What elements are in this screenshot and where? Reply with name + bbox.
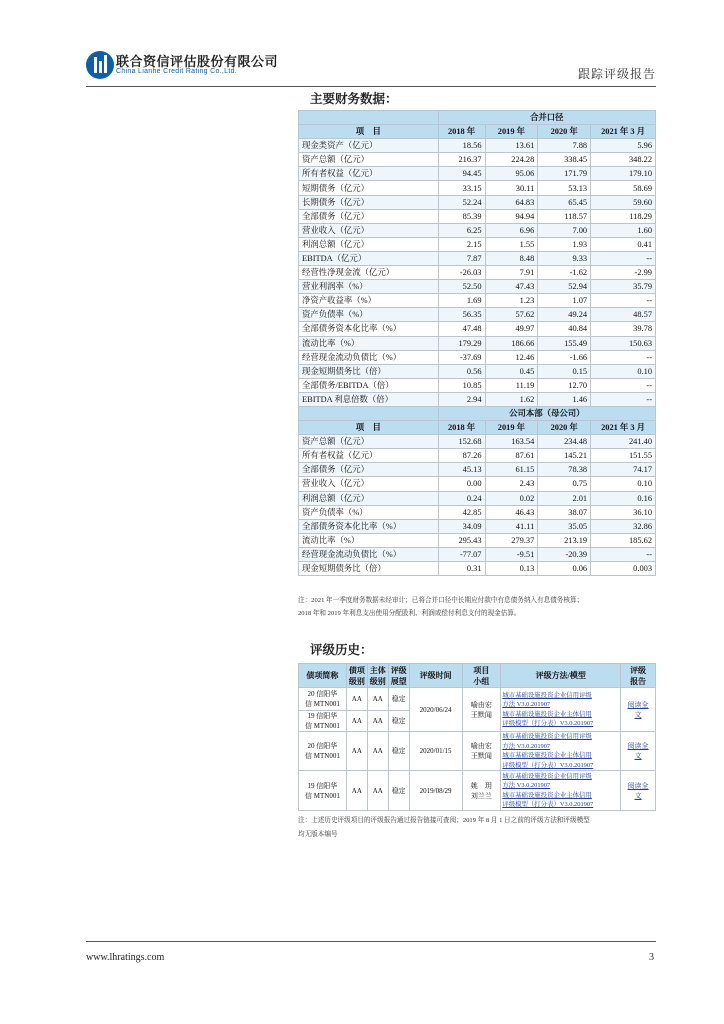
value-cell: 52.94 <box>538 280 591 294</box>
value-cell: 85.39 <box>438 209 485 223</box>
report-type-title: 跟踪评级报告 <box>577 67 656 81</box>
history-header-row <box>299 664 656 688</box>
outlook-cell: 稳定 <box>388 771 409 811</box>
read-full-report-link[interactable]: 阅读全 文 <box>621 771 656 811</box>
item-label-cell: EBITDA 利息倍数（倍） <box>299 392 439 406</box>
method-link[interactable]: 方法 V3.0.201907 <box>502 701 551 708</box>
value-cell: -- <box>591 350 656 364</box>
method-link[interactable]: 方法 V3.0.201907 <box>502 742 551 750</box>
financials-section-title: 主要财务数据： <box>310 92 398 106</box>
value-cell: 0.24 <box>438 491 485 505</box>
value-cell: -77.07 <box>438 547 485 561</box>
issue-rating-cell: AA <box>346 688 367 711</box>
value-cell: 59.60 <box>591 195 656 209</box>
value-cell: -- <box>591 547 656 561</box>
value-cell: 49.97 <box>485 322 538 336</box>
value-cell: 45.13 <box>438 463 485 477</box>
rating-method-links[interactable] <box>501 732 621 771</box>
bond-name-cell: 20 信阳华 信 MTN001 <box>299 732 347 771</box>
rating-method-links[interactable] <box>501 771 621 811</box>
value-cell: 0.31 <box>438 562 485 576</box>
value-cell: 1.23 <box>485 294 538 308</box>
column-header: 2021 年 3 月 <box>591 421 656 435</box>
item-label-cell: 经营现金流动负债比（%） <box>299 350 439 364</box>
rating-date-cell: 2020/06/24 <box>409 688 462 732</box>
bond-name-cell: 19 信阳华 信 MTN001 <box>299 711 347 732</box>
band-spacer-cell <box>299 406 439 420</box>
table-row <box>299 364 656 378</box>
method-link[interactable]: 城市基础设施投资企业主体信用 <box>502 710 592 718</box>
value-cell: 1.93 <box>538 237 591 251</box>
value-cell: 38.07 <box>538 505 591 519</box>
value-cell: -9.51 <box>485 547 538 561</box>
rating-method-links[interactable] <box>501 688 621 732</box>
value-cell: 65.45 <box>538 195 591 209</box>
item-label-cell: 全部债务资本化比率（%） <box>299 322 439 336</box>
value-cell: 186.66 <box>485 336 538 350</box>
value-cell: 30.11 <box>485 181 538 195</box>
value-cell: 0.56 <box>438 364 485 378</box>
value-cell: 61.15 <box>485 463 538 477</box>
band-spacer-cell <box>299 111 439 125</box>
value-cell: 52.24 <box>438 195 485 209</box>
footer-website[interactable]: www.lhratings.com <box>86 952 165 963</box>
value-cell: 0.00 <box>438 477 485 491</box>
value-cell: 171.79 <box>538 167 591 181</box>
project-team-cell: 喻由宏 王默闻 <box>462 732 501 771</box>
column-header: 债项 级别 <box>346 664 367 688</box>
header-divider <box>86 86 656 87</box>
value-cell: 279.37 <box>485 533 538 547</box>
parent-company-band-label: 公司本部（母公司） <box>438 406 655 420</box>
item-label-cell: 净资产收益率（%） <box>299 294 439 308</box>
value-cell: 12.46 <box>485 350 538 364</box>
table-row <box>299 167 656 181</box>
lianhe-logo-icon <box>86 51 114 79</box>
value-cell: -- <box>591 378 656 392</box>
value-cell: 6.96 <box>485 223 538 237</box>
value-cell: 42.85 <box>438 505 485 519</box>
value-cell: -26.03 <box>438 266 485 280</box>
table-row <box>299 378 656 392</box>
table-row <box>299 336 656 350</box>
project-team-cell: 喻由宏 王默闻 <box>462 688 501 732</box>
value-cell: 7.88 <box>538 139 591 153</box>
value-cell: 49.24 <box>538 308 591 322</box>
value-cell: -- <box>591 251 656 265</box>
value-cell: 118.29 <box>591 209 656 223</box>
rating-history-table <box>298 663 656 811</box>
column-header: 评级 报告 <box>621 664 656 688</box>
item-label-cell: 营业利润率（%） <box>299 280 439 294</box>
item-label-cell: 现金类资产（亿元） <box>299 139 439 153</box>
value-cell: 52.50 <box>438 280 485 294</box>
bond-name-cell: 20 信阳华 信 MTN001 <box>299 688 347 711</box>
rating-date-cell: 2020/01/15 <box>409 732 462 771</box>
column-header: 评级 展望 <box>388 664 409 688</box>
issuer-rating-cell: AA <box>367 771 388 811</box>
value-cell: 34.09 <box>438 519 485 533</box>
value-cell: 179.29 <box>438 336 485 350</box>
column-header: 2021 年 3 月 <box>591 125 656 139</box>
value-cell: 18.56 <box>438 139 485 153</box>
table-row <box>299 139 656 153</box>
parent-company-band <box>299 406 656 420</box>
value-cell: 1.46 <box>538 392 591 406</box>
value-cell: 216.37 <box>438 153 485 167</box>
value-cell: 87.26 <box>438 449 485 463</box>
table-row <box>299 294 656 308</box>
value-cell: 39.78 <box>591 322 656 336</box>
value-cell: 338.45 <box>538 153 591 167</box>
value-cell: 56.35 <box>438 308 485 322</box>
table-row <box>299 392 656 406</box>
value-cell: 11.19 <box>485 378 538 392</box>
table-header-row <box>299 421 656 435</box>
value-cell: 40.84 <box>538 322 591 336</box>
value-cell: 12.70 <box>538 378 591 392</box>
value-cell: 0.75 <box>538 477 591 491</box>
outlook-cell: 稳定 <box>388 688 409 711</box>
value-cell: 0.10 <box>591 364 656 378</box>
issuer-rating-cell: AA <box>367 732 388 771</box>
item-label-cell: 现金短期债务比（倍） <box>299 364 439 378</box>
item-label-cell: 全部债务（亿元） <box>299 463 439 477</box>
value-cell: 8.48 <box>485 251 538 265</box>
item-label-cell: 所有者权益（亿元） <box>299 449 439 463</box>
method-link[interactable]: 城市基础设施投资企业主体信用 <box>502 791 592 799</box>
table-row <box>299 449 656 463</box>
value-cell: 2.43 <box>485 477 538 491</box>
financials-note-line-1: 注：2021 年一季度财务数据未经审计；已将合并口径中长期应付款中有息债务纳入有息债务核算； <box>298 597 584 604</box>
column-header: 2020 年 <box>538 125 591 139</box>
value-cell: 33.15 <box>438 181 485 195</box>
issuer-rating-cell: AA <box>367 711 388 732</box>
item-label-cell: 所有者权益（亿元） <box>299 167 439 181</box>
method-link[interactable]: 城市基础设施投资企业信用评级 <box>502 772 592 780</box>
item-label-cell: 经营现金流动负债比（%） <box>299 547 439 561</box>
value-cell: 241.40 <box>591 435 656 449</box>
table-row <box>299 505 656 519</box>
value-cell: 9.33 <box>538 251 591 265</box>
value-cell: 2.94 <box>438 392 485 406</box>
item-label-cell: 全部债务资本化比率（%） <box>299 519 439 533</box>
value-cell: 7.87 <box>438 251 485 265</box>
value-cell: 47.48 <box>438 322 485 336</box>
history-section-title: 评级历史： <box>310 643 373 657</box>
value-cell: -2.99 <box>591 266 656 280</box>
issue-rating-cell: AA <box>346 732 367 771</box>
issue-rating-cell: AA <box>346 771 367 811</box>
value-cell: 1.55 <box>485 237 538 251</box>
value-cell: 35.05 <box>538 519 591 533</box>
table-row <box>299 195 656 209</box>
value-cell: 0.10 <box>591 477 656 491</box>
value-cell: 6.25 <box>438 223 485 237</box>
value-cell: -- <box>591 392 656 406</box>
item-label-cell: 利润总额（亿元） <box>299 491 439 505</box>
bond-name-cell: 19 信阳华 信 MTN001 <box>299 771 347 811</box>
table-row <box>299 251 656 265</box>
item-label-cell: 流动比率（%） <box>299 533 439 547</box>
value-cell: 185.62 <box>591 533 656 547</box>
value-cell: 295.43 <box>438 533 485 547</box>
table-row <box>299 350 656 364</box>
value-cell: 7.91 <box>485 266 538 280</box>
column-header: 项目 小组 <box>462 664 501 688</box>
method-link[interactable]: 方法 V3.0.201907 <box>502 782 551 789</box>
value-cell: 151.55 <box>591 449 656 463</box>
table-row <box>299 519 656 533</box>
table-row <box>299 547 656 561</box>
value-cell: 0.02 <box>485 491 538 505</box>
value-cell: 58.69 <box>591 181 656 195</box>
page-number: 3 <box>649 952 654 963</box>
value-cell: 0.003 <box>591 562 656 576</box>
column-header: 2020 年 <box>538 421 591 435</box>
value-cell: 35.79 <box>591 280 656 294</box>
value-cell: -1.62 <box>538 266 591 280</box>
value-cell: 64.83 <box>485 195 538 209</box>
item-label-cell: 营业收入（亿元） <box>299 477 439 491</box>
value-cell: 234.48 <box>538 435 591 449</box>
history-note-line-2: 均无版本编号 <box>298 831 338 838</box>
item-label-cell: 长期债务（亿元） <box>299 195 439 209</box>
value-cell: 7.00 <box>538 223 591 237</box>
method-link[interactable]: 评级模型（打分表）V3.0.201907 <box>502 801 594 808</box>
column-header: 项 目 <box>299 421 439 435</box>
value-cell: 1.62 <box>485 392 538 406</box>
value-cell: 152.68 <box>438 435 485 449</box>
value-cell: 118.57 <box>538 209 591 223</box>
value-cell: 41.11 <box>485 519 538 533</box>
history-row <box>299 732 656 771</box>
value-cell: 53.13 <box>538 181 591 195</box>
item-label-cell: 全部债务（亿元） <box>299 209 439 223</box>
item-label-cell: 经营性净现金流（亿元） <box>299 266 439 280</box>
footer-divider <box>86 941 656 942</box>
value-cell: 224.28 <box>485 153 538 167</box>
value-cell: 163.54 <box>485 435 538 449</box>
value-cell: 95.06 <box>485 167 538 181</box>
table-row <box>299 280 656 294</box>
issue-rating-cell: AA <box>346 711 367 732</box>
value-cell: 0.45 <box>485 364 538 378</box>
value-cell: 1.69 <box>438 294 485 308</box>
rating-date-cell: 2019/08/29 <box>409 771 462 811</box>
method-link[interactable]: 城市基础设施投资企业主体信用 <box>502 752 592 759</box>
history-row <box>299 688 656 711</box>
value-cell: 78.38 <box>538 463 591 477</box>
item-label-cell: 全部债务/EBITDA（倍） <box>299 378 439 392</box>
table-row <box>299 477 656 491</box>
value-cell: 155.49 <box>538 336 591 350</box>
method-link[interactable]: 评级模型（打分表）V3.0.201907 <box>502 761 594 769</box>
value-cell: 150.63 <box>591 336 656 350</box>
item-label-cell: EBITDA（亿元） <box>299 251 439 265</box>
table-row <box>299 181 656 195</box>
value-cell: 47.43 <box>485 280 538 294</box>
table-row <box>299 533 656 547</box>
read-full-report-link[interactable]: 阅读全 文 <box>621 688 656 732</box>
table-row <box>299 308 656 322</box>
financials-note-line-2: 2018 年和 2019 年利息支出使用分配股利、利润或偿付利息支付的现金估算。 <box>298 610 521 617</box>
value-cell: 87.61 <box>485 449 538 463</box>
column-header: 2019 年 <box>485 125 538 139</box>
value-cell: 57.62 <box>485 308 538 322</box>
column-header: 债项简称 <box>299 664 347 688</box>
value-cell: 36.10 <box>591 505 656 519</box>
column-header: 主体 级别 <box>367 664 388 688</box>
value-cell: -1.66 <box>538 350 591 364</box>
table-row <box>299 491 656 505</box>
value-cell: 348.22 <box>591 153 656 167</box>
history-note-line-1: 注：上述历史评级项目的评级报告通过报告链接可查阅；2019 年 8 月 1 日之前的评级方法和评级模型 <box>298 817 590 824</box>
value-cell: 48.57 <box>591 308 656 322</box>
value-cell: 1.07 <box>538 294 591 308</box>
value-cell: 213.19 <box>538 533 591 547</box>
value-cell: 0.16 <box>591 491 656 505</box>
value-cell: 74.17 <box>591 463 656 477</box>
value-cell: 32.86 <box>591 519 656 533</box>
column-header: 评级时间 <box>409 664 462 688</box>
history-row <box>299 771 656 811</box>
value-cell: 94.94 <box>485 209 538 223</box>
value-cell: 0.13 <box>485 562 538 576</box>
value-cell: 179.10 <box>591 167 656 181</box>
method-link[interactable]: 城市基础设施投资企业信用评级 <box>502 733 592 740</box>
value-cell: 13.61 <box>485 139 538 153</box>
column-header: 2018 年 <box>438 421 485 435</box>
table-row <box>299 463 656 477</box>
table-row <box>299 153 656 167</box>
consolidated-band <box>299 111 656 125</box>
value-cell: 10.85 <box>438 378 485 392</box>
brand-name-en: China Lianhe Credit Rating Co.,Ltd. <box>116 68 238 75</box>
value-cell: 94.45 <box>438 167 485 181</box>
value-cell: -37.69 <box>438 350 485 364</box>
table-row <box>299 223 656 237</box>
page-header <box>86 46 656 86</box>
value-cell: 145.21 <box>538 449 591 463</box>
item-label-cell: 营业收入（亿元） <box>299 223 439 237</box>
item-label-cell: 现金短期债务比（倍） <box>299 562 439 576</box>
table-header-row <box>299 125 656 139</box>
item-label-cell: 资产总额（亿元） <box>299 153 439 167</box>
column-header: 项 目 <box>299 125 439 139</box>
table-row <box>299 209 656 223</box>
table-row <box>299 322 656 336</box>
item-label-cell: 流动比率（%） <box>299 336 439 350</box>
outlook-cell: 稳定 <box>388 711 409 732</box>
item-label-cell: 短期债务（亿元） <box>299 181 439 195</box>
issuer-rating-cell: AA <box>367 688 388 711</box>
project-team-cell: 姚 玥 刘兰兰 <box>462 771 501 811</box>
value-cell: -- <box>591 294 656 308</box>
table-row <box>299 237 656 251</box>
column-header: 2019 年 <box>485 421 538 435</box>
value-cell: -20.39 <box>538 547 591 561</box>
item-label-cell: 资产负债率（%） <box>299 505 439 519</box>
value-cell: 0.06 <box>538 562 591 576</box>
table-row <box>299 562 656 576</box>
method-link[interactable]: 城市基础设施投资企业信用评级 <box>502 691 592 699</box>
value-cell: 46.43 <box>485 505 538 519</box>
financial-data-table <box>298 110 656 576</box>
table-row <box>299 266 656 280</box>
column-header: 评级方法/模型 <box>501 664 621 688</box>
table-row <box>299 435 656 449</box>
read-full-report-link[interactable]: 阅读全 文 <box>621 732 656 771</box>
value-cell: 2.15 <box>438 237 485 251</box>
value-cell: 2.01 <box>538 491 591 505</box>
value-cell: 0.41 <box>591 237 656 251</box>
item-label-cell: 资产总额（亿元） <box>299 435 439 449</box>
method-link[interactable]: 评级模型（打分表）V3.0.201907 <box>502 720 594 727</box>
item-label-cell: 资产负债率（%） <box>299 308 439 322</box>
value-cell: 5.96 <box>591 139 656 153</box>
brand-name-cn: 联合资信评估股份有限公司 <box>116 54 279 69</box>
column-header: 2018 年 <box>438 125 485 139</box>
value-cell: 0.15 <box>538 364 591 378</box>
outlook-cell: 稳定 <box>388 732 409 771</box>
value-cell: 1.60 <box>591 223 656 237</box>
consolidated-band-label: 合并口径 <box>438 111 655 125</box>
item-label-cell: 利润总额（亿元） <box>299 237 439 251</box>
